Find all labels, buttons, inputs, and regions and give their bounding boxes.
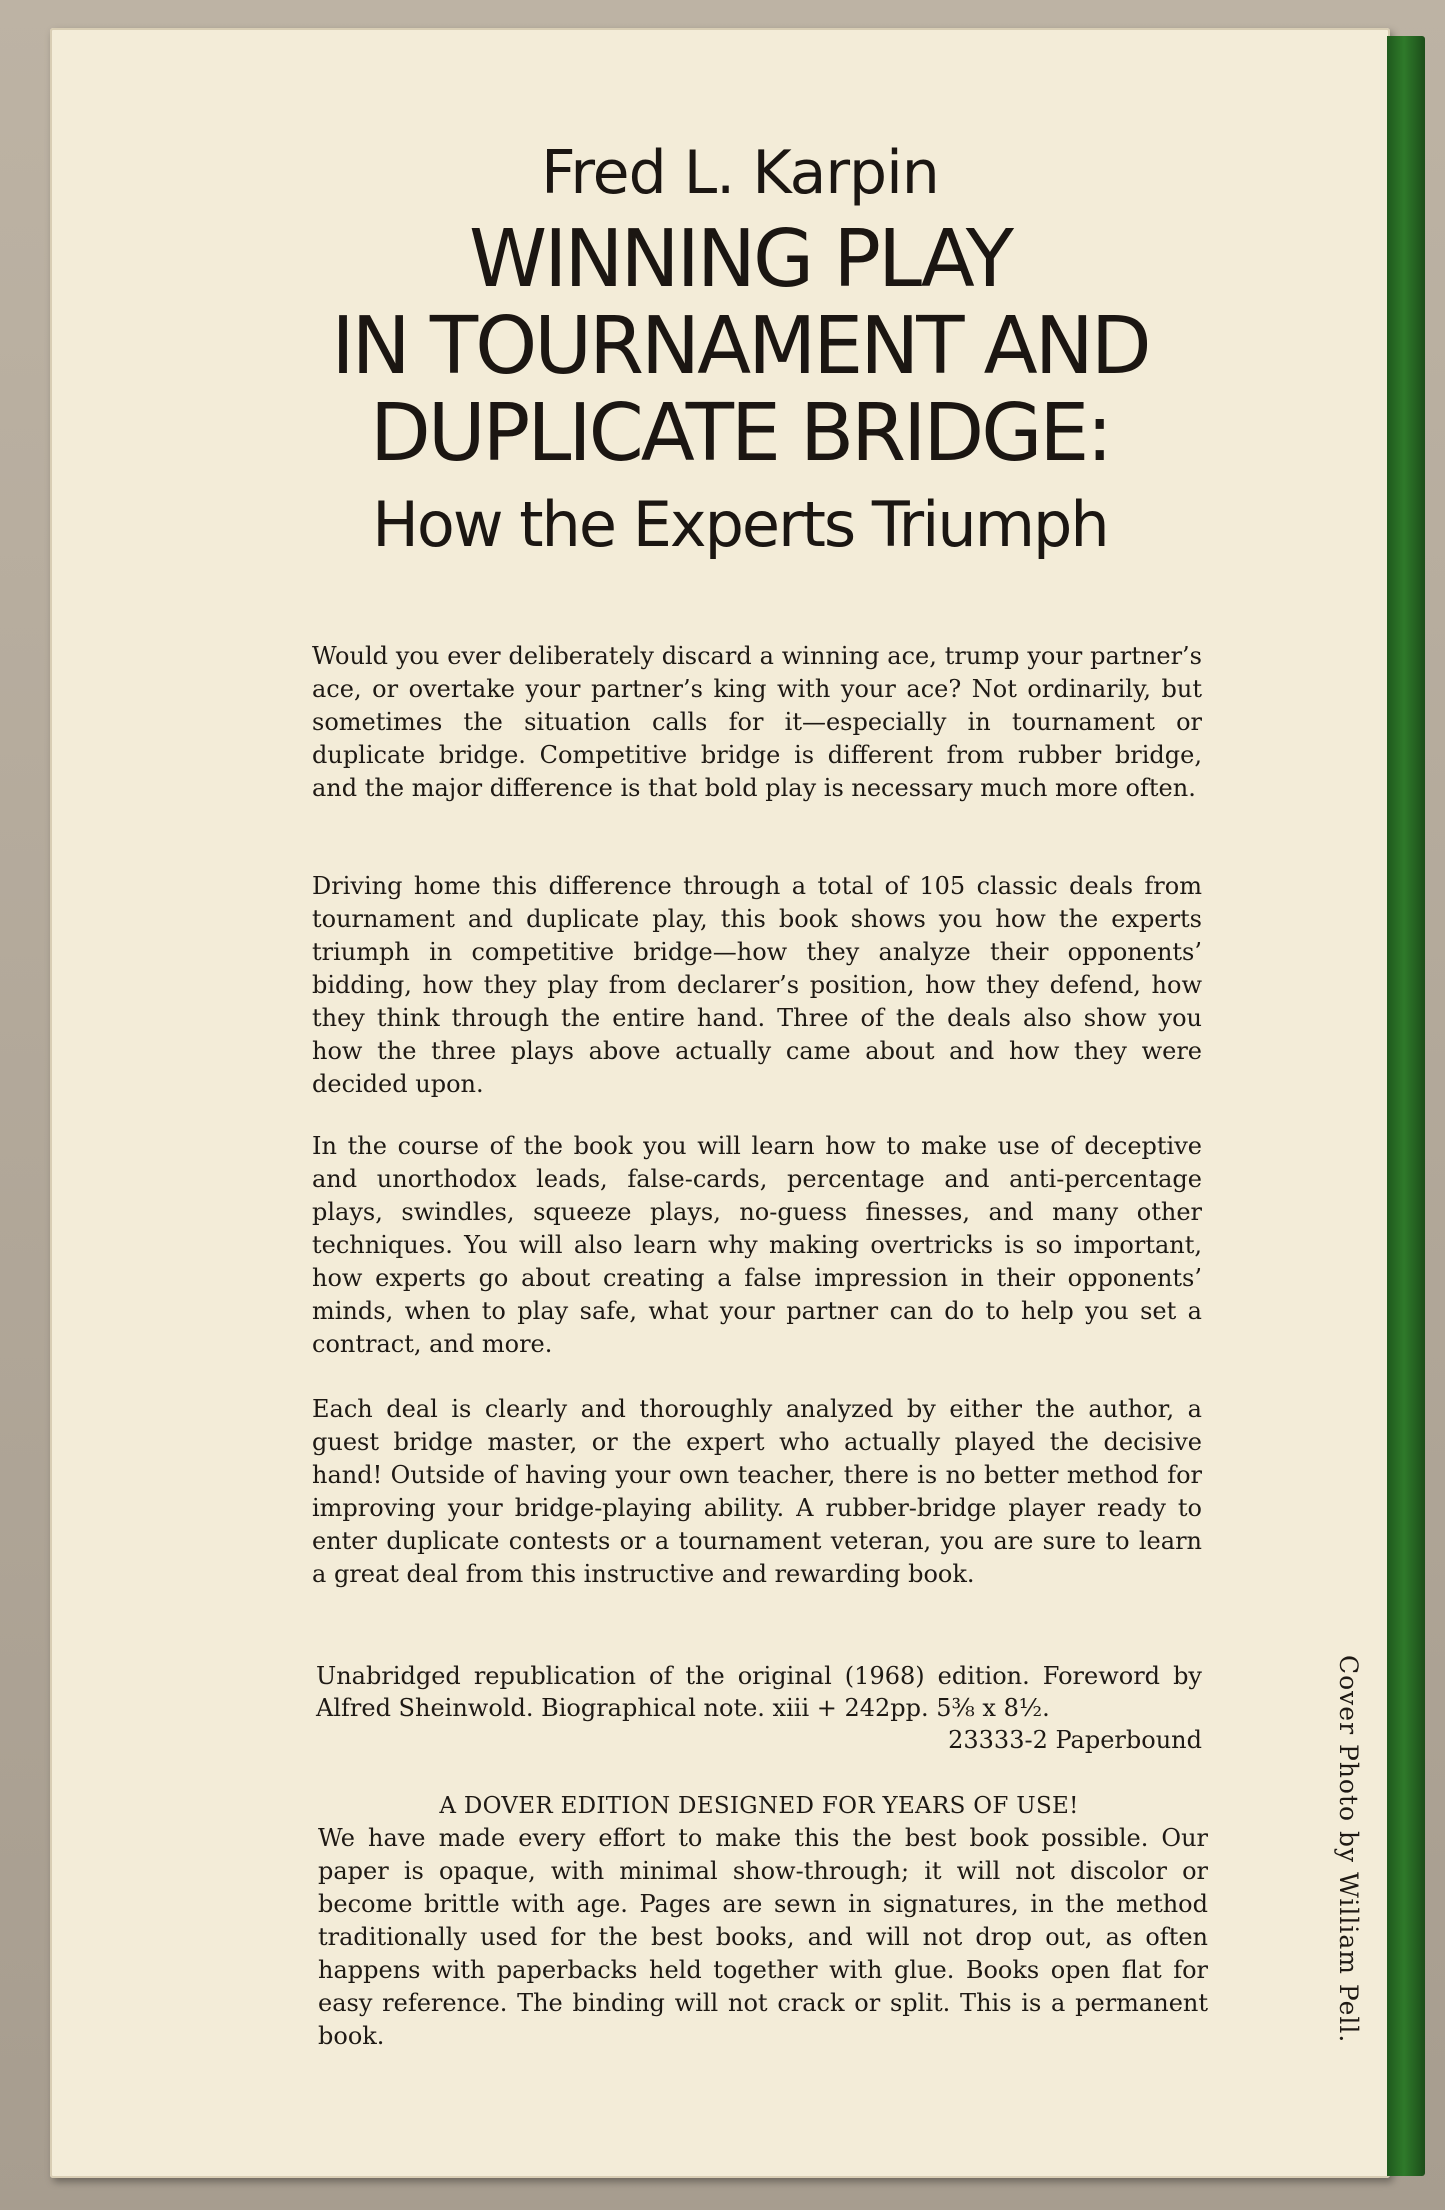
description-paragraph: Each deal is clearly and thoroughly analyzed by either the author, a guest bridge master, or the expert who actually played the decisive hand! Outside of having your own teacher, there is no better method for improving your bridge-playing ability. A rubber-bridge player ready to enter duplicate contests or a tournament veteran, you are sure to learn a great deal from this instructive and rewarding book. bbox=[312, 1395, 1202, 1588]
title-line: IN TOURNAMENT AND bbox=[331, 299, 1149, 392]
book-title bbox=[80, 213, 1400, 479]
title-line: DUPLICATE BRIDGE: bbox=[370, 386, 1110, 479]
description-paragraph: Would you ever deliberately discard a winning ace, trump your partner’s ace, or overtake your partner’s king with your ace? Not ordinarily, but sometimes the situation calls for it—especially in tournament or duplicate bridge. Competitive bridge is different from rubber bridge, and the major difference is that bold play is necessary much more often. bbox=[312, 642, 1202, 802]
dover-heading: A DOVER EDITION DESIGNED FOR YEARS OF USE! bbox=[439, 1793, 1079, 1819]
description-paragraph: Driving home this difference through a total of 105 classic deals from tournament and duplicate play, this book shows you how the experts triumph in competitive bridge—how they analyze their opponents’ bidding, how they play from declarer’s position, how they defend, how they think through the entire hand. Three of the deals also show you how the three plays above actually came about and how they were decided upon. bbox=[312, 872, 1202, 1098]
edition-code: 23333-2 Paperbound bbox=[948, 1726, 1202, 1754]
description-paragraph: In the course of the book you will learn how to make use of deceptive and unorthodox leads, false-cards, percentage and anti-percentage plays, swindles, squeeze plays, no-guess finesses, and many other techniques. You will also learn why making overtricks is so important, how experts go about creating a false impression in their opponents’ minds, when to play safe, what your partner can do to help you set a contract, and more. bbox=[312, 1132, 1202, 1358]
photo-credit: Cover Photo by William Pell. bbox=[1334, 1655, 1363, 2044]
title-line: WINNING PLAY bbox=[469, 213, 1011, 305]
dover-guarantee-text: We have made every effort to make this the best book possible. Our paper is opaque, with minimal show-through; it will not discolor or become brittle with age. Pages are sewn in signatures, in the method traditionally used for the best books, and will not drop out, as often happens with paperbacks held together with glue. Books open flat for easy reference. The binding will not crack or split. This is a permanent book. bbox=[318, 1824, 1208, 2050]
book-subtitle: How the Experts Triumph bbox=[372, 487, 1108, 561]
edition-note: Unabridged republication of the original (1968) edition. Foreword by Alfred Sheinwold. Biographical note. xiii + 242pp. 5⅜ x 8½. bbox=[316, 1662, 1202, 1722]
author-name: Fred L. Karpin bbox=[541, 138, 939, 208]
cover-header bbox=[80, 140, 1400, 560]
edition-info bbox=[316, 1660, 1202, 1756]
